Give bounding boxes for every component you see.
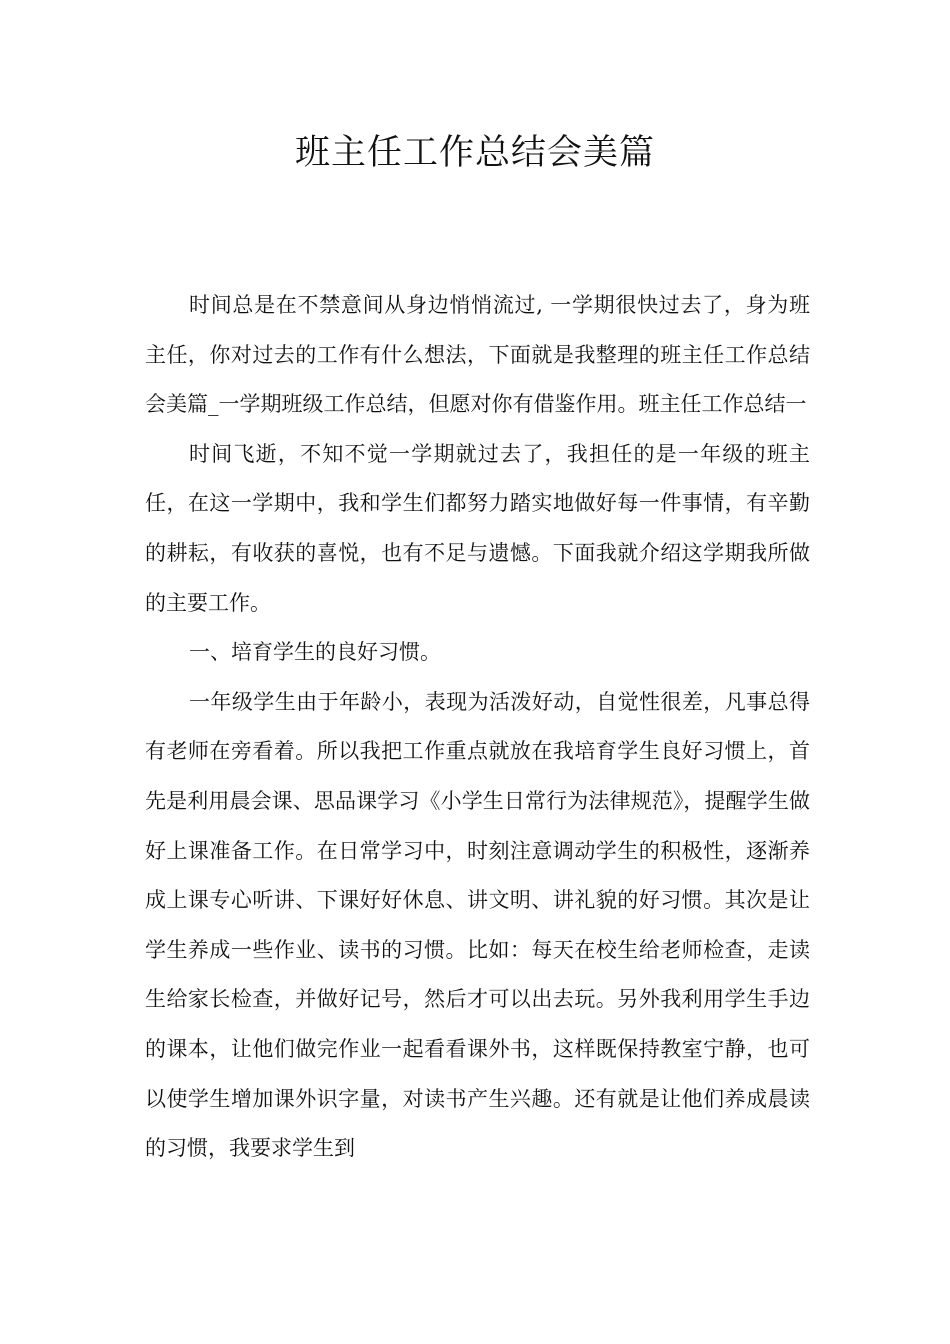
section-heading-habits: 一、培育学生的良好习惯。	[189, 640, 441, 665]
document-body	[145, 281, 810, 1174]
paragraph-intro: 时间总是在不禁意间从身边悄悄流过, 一学期很快过去了，身为班主任，你对过去的工作有什么想法，下面就是我整理的班主任工作总结会美篇_一学期班级工作总结，但愿对你有借鉴作用。班主任工作总结一	[145, 293, 810, 417]
paragraph-habits: 一年级学生由于年龄小，表现为活泼好动，自觉性很差，凡事总得有老师在旁看着。所以我把工作重点就放在我培育学生良好习惯上，首先是利用晨会课、思品课学习《小学生日常行为法律规范》，提醒学生做好上课准备工作。在日常学习中，时刻注意调动学生的积极性，逐渐养成上课专心听讲、下课好好休息、讲文明、讲礼貌的好习惯。其次是让学生养成一些作业、读书的习惯。比如：每天在校生给老师检查，走读生给家长检查，并做好记号，然后才可以出去玩。另外我利用学生手边的课本，让他们做完作业一起看看课外书，这样既保持教室宁静，也可以使学生增加课外识字量，对读书产生兴趣。还有就是让他们养成晨读的习惯，我要求学生到	[145, 689, 810, 1161]
paragraph-overview: 时间飞逝，不知不觉一学期就过去了，我担任的是一年级的班主任，在这一学期中，我和学生们都努力踏实地做好每一件事情，有辛勤的耕耘，有收获的喜悦，也有不足与遗憾。下面我就介绍这学期我所做的主要工作。	[145, 441, 810, 615]
document-title: 班主任工作总结会美篇	[294, 133, 655, 173]
